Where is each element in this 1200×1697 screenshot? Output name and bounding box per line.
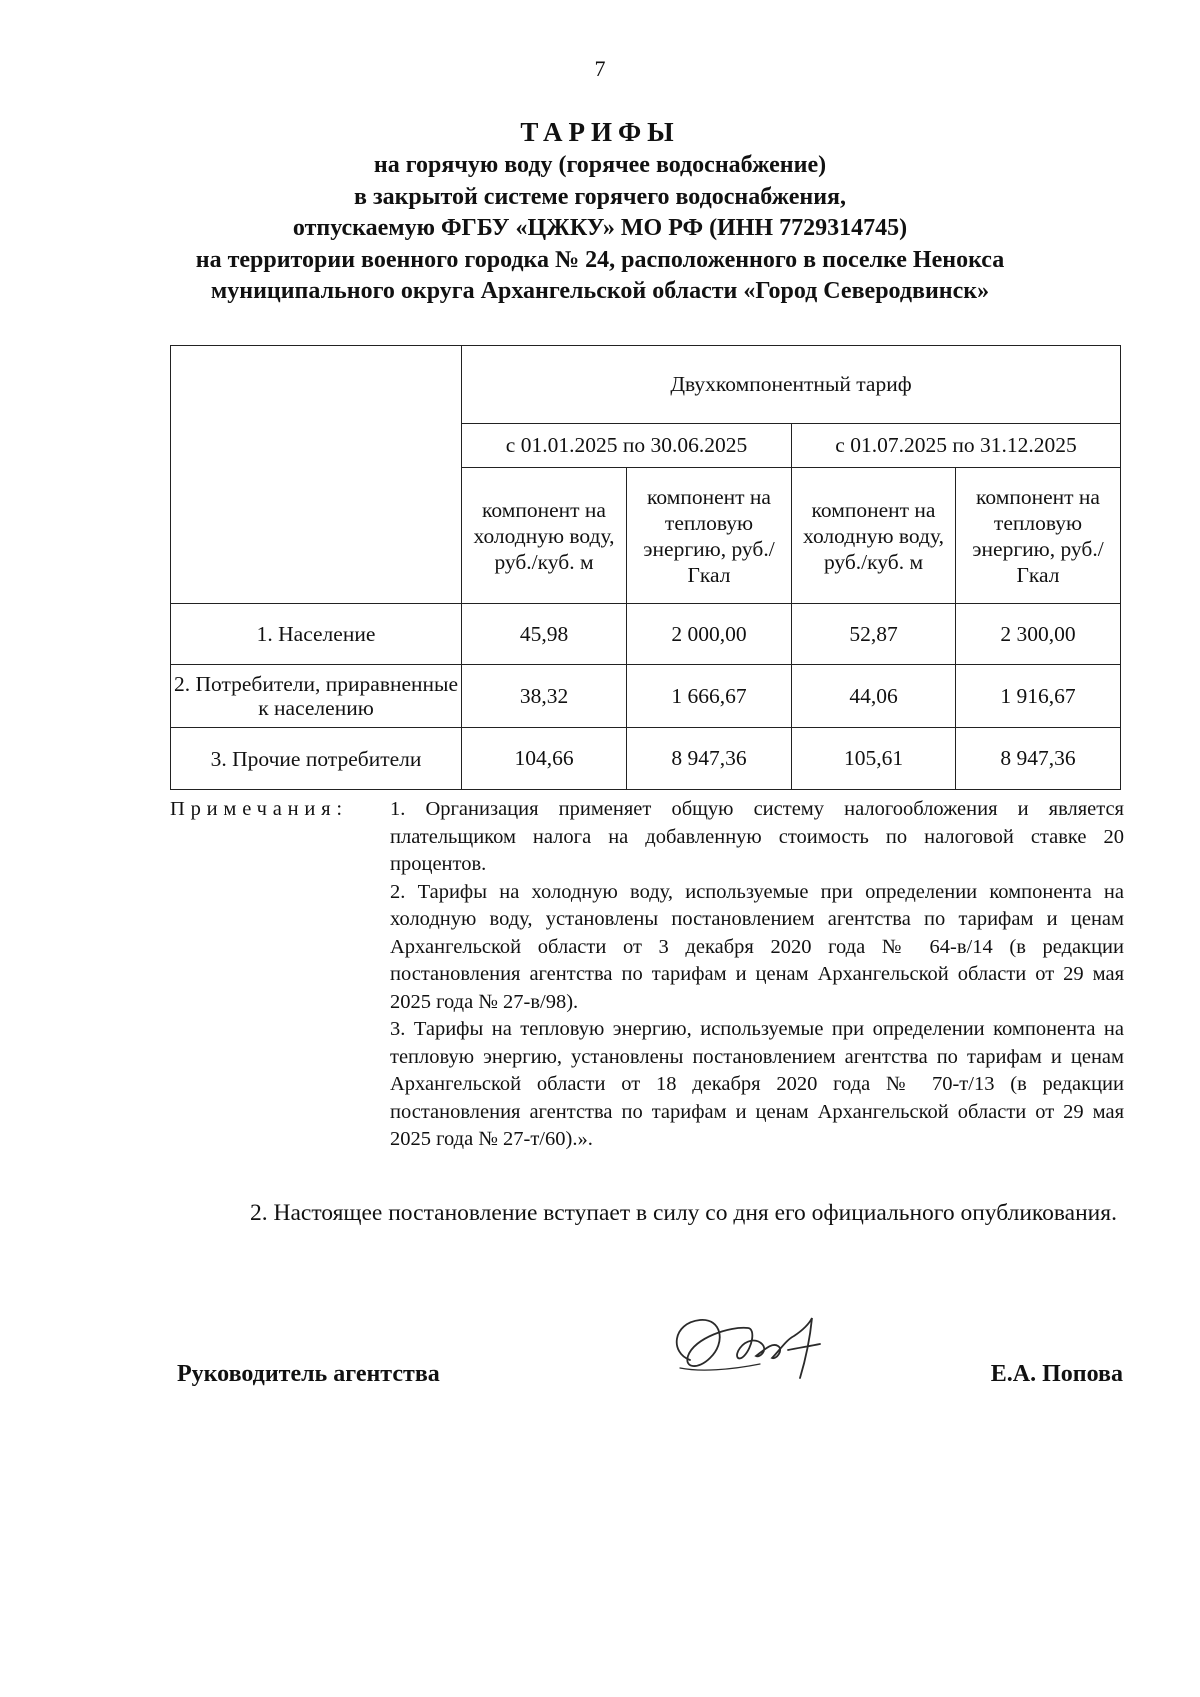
- table-cell: 45,98: [462, 604, 627, 665]
- note-item: 1. Организация применяет общую систему налогообложения и является плательщиком налога на добавленную стоимость по налоговой ставке 20 процентов.: [390, 798, 1124, 875]
- table-cell: 1 666,67: [627, 665, 792, 728]
- signatory-title: Руководитель агентства: [177, 1361, 440, 1387]
- table-cell: 2 000,00: [627, 604, 792, 665]
- table-cell: 52,87: [792, 604, 956, 665]
- title-line: в закрытой системе горячего водоснабжения,: [353, 183, 847, 210]
- document-title: [120, 114, 1080, 308]
- table-cell: 38,32: [462, 665, 627, 728]
- tariff-table: [170, 345, 1121, 790]
- table-cell: 104,66: [462, 728, 627, 790]
- table-cell: 8 947,36: [956, 728, 1121, 790]
- row-name: 3. Прочие потребители: [171, 728, 462, 790]
- title-main: ТАРИФЫ: [520, 117, 680, 147]
- component-header: компонент на тепловую энергию, руб./Гкал: [627, 468, 792, 604]
- title-line: отпускаемую ФГБУ «ЦЖКУ» МО РФ (ИНН 7729314745): [292, 215, 908, 241]
- notes-list: [390, 796, 1124, 1154]
- table-cell: 105,61: [792, 728, 956, 790]
- empty-corner-cell: [171, 346, 462, 604]
- component-header: компонент на холодную воду, руб./куб. м: [462, 468, 627, 604]
- title-line: муниципального округа Архангельской области «Город Северодвинск»: [210, 278, 990, 304]
- decision-text: 2. Настоящее постановление вступает в силу со дня его официального опубликования.: [250, 1200, 1117, 1226]
- note-item: 3. Тарифы на тепловую энергию, используемые при определении компонента на тепловую энергию, установлены постановлением агентства по тарифам и ценам Архангельской области от 18 декабря 2020 года № 70-т/13 (в редакции постановления агентства по тарифам и ценам Архангельской области от 29 мая 2025 года № 27-т/60).».: [390, 1018, 1124, 1150]
- decision-paragraph: [177, 1196, 1125, 1231]
- signatory-name: Е.А. Попова: [990, 1361, 1123, 1387]
- table-cell: 2 300,00: [956, 604, 1121, 665]
- table-cell: 1 916,67: [956, 665, 1121, 728]
- table-row: [171, 728, 1121, 790]
- table-row: [171, 604, 1121, 665]
- row-name: 2. Потребители, приравненные к населению: [171, 665, 462, 728]
- group-header: Двухкомпонентный тариф: [462, 346, 1121, 424]
- page-number: 7: [594, 56, 606, 81]
- table-cell: 44,06: [792, 665, 956, 728]
- component-header: компонент на тепловую энергию, руб./Гкал: [956, 468, 1121, 604]
- component-header: компонент на холодную воду, руб./куб. м: [792, 468, 956, 604]
- row-name: 1. Население: [171, 604, 462, 665]
- table-cell: 8 947,36: [627, 728, 792, 790]
- period-header: с 01.07.2025 по 31.12.2025: [792, 424, 1121, 468]
- note-item: 2. Тарифы на холодную воду, используемые при определении компонента на холодную воду, установлены постановлением агентства по тарифам и ценам Архангельской области от 3 декабря 2020 года № 64-в/14 (в редакции постановления агентства по тарифам и ценам Архангельской области от 29 мая 2025 года № 27-в/98).: [390, 880, 1124, 1013]
- handwritten-signature: [660, 1298, 840, 1398]
- title-line: на горячую воду (горячее водоснабжение): [373, 152, 827, 178]
- period-header: с 01.01.2025 по 30.06.2025: [462, 424, 792, 468]
- title-line: на территории военного городка № 24, расположенного в поселке Ненокса: [195, 246, 1005, 273]
- table-row: [171, 665, 1121, 728]
- notes-label: Примечания:: [170, 798, 348, 820]
